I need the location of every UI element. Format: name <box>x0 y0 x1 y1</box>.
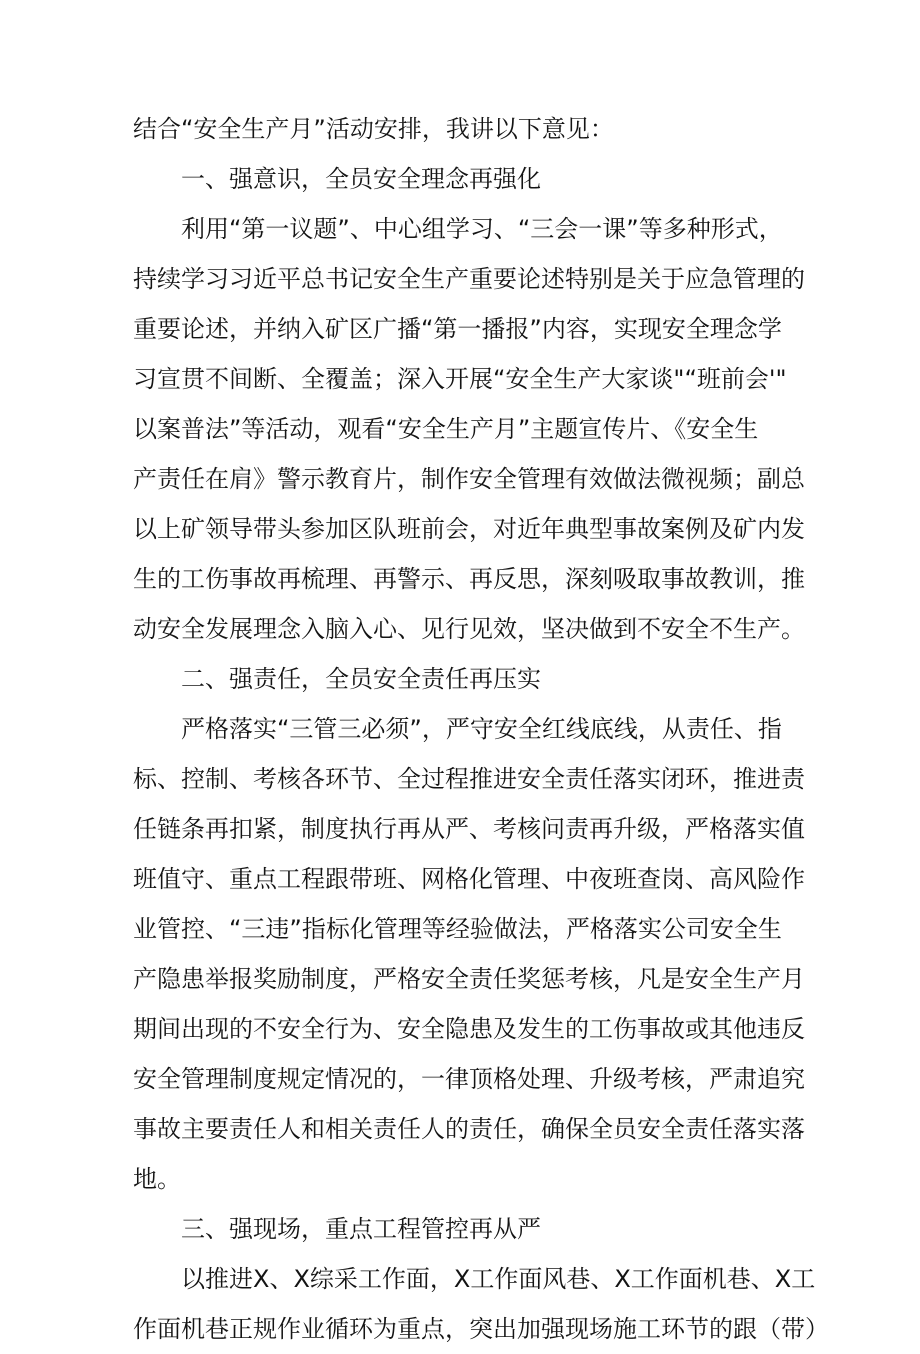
paragraph-2-line-8: 安全管理制度规定情况的，一律顶格处理、升级考核，严肃追究 <box>133 1065 805 1093</box>
paragraph-2-line-5: 业管控、“三违”指标化管理等经验做法，严格落实公司安全生 <box>133 915 782 943</box>
paragraph-3-line-1: 以推进X、X综采工作面，X工作面风巷、X工作面机巷、X工 <box>181 1265 816 1293</box>
paragraph-2-line-2: 标、控制、考核各环节、全过程推进安全责任落实闭环，推进责 <box>133 765 805 793</box>
paragraph-1-line-9: 动安全发展理念入脑入心、见行见效，坚决做到不安全不生产。 <box>133 615 805 643</box>
paragraph-1-line-6: 产责任在肩》警示教育片，制作安全管理有效做法微视频；副总 <box>133 465 805 493</box>
paragraph-1-line-4: 习宣贯不间断、全覆盖；深入开展“安全生产大家谈"“班前会'" <box>133 365 787 393</box>
paragraph-1-line-1: 利用“第一议题”、中心组学习、“三会一课”等多种形式， <box>181 215 783 243</box>
paragraph-1-line-8: 生的工伤事故再梳理、再警示、再反思，深刻吸取事故教训，推 <box>133 565 805 593</box>
paragraph-2-line-10: 地。 <box>133 1165 181 1193</box>
paragraph-2-line-6: 产隐患举报奖励制度，严格安全责任奖惩考核，凡是安全生产月 <box>133 965 805 993</box>
paragraph-2-line-3: 任链条再扣紧，制度执行再从严、考核问责再升级，严格落实值 <box>133 815 805 843</box>
paragraph-2-line-7: 期间出现的不安全行为、安全隐患及发生的工伤事故或其他违反 <box>133 1015 805 1043</box>
section-heading-1: 一、强意识，全员安全理念再强化 <box>181 165 541 193</box>
paragraph-2-line-9: 事故主要责任人和相关责任人的责任，确保全员安全责任落实落 <box>133 1115 805 1143</box>
paragraph-1-line-2: 持续学习习近平总书记安全生产重要论述特别是关于应急管理的 <box>133 265 805 293</box>
section-heading-2: 二、强责任，全员安全责任再压实 <box>181 665 541 693</box>
paragraph-1-line-7: 以上矿领导带头参加区队班前会，对近年典型事故案例及矿内发 <box>133 515 805 543</box>
paragraph-2-line-1: 严格落实“三管三必须”，严守安全红线底线，从责任、指 <box>181 715 782 743</box>
paragraph-3-line-2: 作面机巷正规作业循环为重点，突出加强现场施工环节的跟（带） <box>133 1315 829 1343</box>
paragraph-1-line-5: 以案普法”等活动，观看“安全生产月”主题宣传片、《安全生 <box>133 415 759 443</box>
text-line-intro: 结合“安全生产月”活动安排，我讲以下意见： <box>133 115 614 143</box>
paragraph-1-line-3: 重要论述，并纳入矿区广播“第一播报”内容，实现安全理念学 <box>133 315 782 343</box>
section-heading-3: 三、强现场，重点工程管控再从严 <box>181 1215 541 1243</box>
paragraph-2-line-4: 班值守、重点工程跟带班、网格化管理、中夜班查岗、高风险作 <box>133 865 805 893</box>
document-page <box>133 104 829 1354</box>
